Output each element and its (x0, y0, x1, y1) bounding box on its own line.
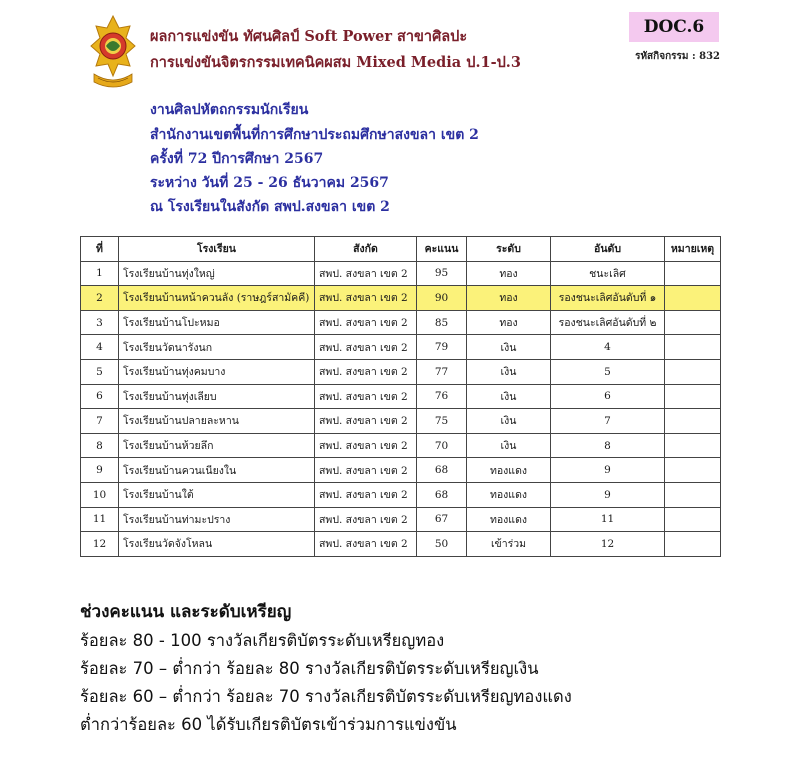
cell-no: 7 (81, 409, 119, 434)
cell-remark (665, 458, 721, 483)
cell-no: 2 (81, 286, 119, 311)
doc-badge: DOC.6 (629, 12, 719, 42)
cell-level: เงิน (467, 433, 551, 458)
cell-level: เงิน (467, 384, 551, 409)
cell-affiliation: สพป. สงขลา เขต 2 (315, 507, 417, 532)
table-row (81, 458, 721, 483)
title-line-2: การแข่งขันจิตรกรรมเทคนิคผสม Mixed Media ป.1-ป.3 (150, 54, 521, 71)
cell-no: 8 (81, 433, 119, 458)
cell-no: 3 (81, 310, 119, 335)
cell-remark (665, 433, 721, 458)
cell-remark (665, 335, 721, 360)
cell-rank: 8 (551, 433, 665, 458)
cell-affiliation: สพป. สงขลา เขต 2 (315, 384, 417, 409)
cell-rank: รองชนะเลิศอันดับที่ ๒ (551, 310, 665, 335)
table-header-row (81, 237, 721, 262)
cell-remark (665, 359, 721, 384)
header-rank: อันดับ (551, 237, 665, 262)
table-row (81, 335, 721, 360)
cell-rank: 4 (551, 335, 665, 360)
cell-score: 67 (417, 507, 467, 532)
legend-title: ช่วงคะแนน และระดับเหรียญ (80, 602, 292, 622)
cell-score: 75 (417, 409, 467, 434)
cell-level: ทอง (467, 261, 551, 286)
header-affiliation: สังกัด (315, 237, 417, 262)
event-line-1: งานศิลปหัตถกรรมนักเรียน (150, 102, 309, 118)
cell-level: เงิน (467, 359, 551, 384)
header-level: ระดับ (467, 237, 551, 262)
cell-school: โรงเรียนบ้านท่ามะปราง (119, 507, 315, 532)
cell-rank: 12 (551, 532, 665, 557)
cell-no: 1 (81, 261, 119, 286)
legend-line-2: ร้อยละ 70 – ต่ำกว่า ร้อยละ 80 รางวัลเกียรติบัตรระดับเหรียญเงิน (80, 659, 539, 678)
event-line-3: ครั้งที่ 72 ปีการศึกษา 2567 (150, 151, 324, 167)
cell-school: โรงเรียนบ้านทุ่งใหญ่ (119, 261, 315, 286)
title-line-1: ผลการแข่งขัน ทัศนศิลป์ Soft Power สาขาศิลปะ (150, 28, 468, 45)
cell-score: 76 (417, 384, 467, 409)
cell-affiliation: สพป. สงขลา เขต 2 (315, 335, 417, 360)
cell-rank: 5 (551, 359, 665, 384)
activity-code: รหัสกิจกรรม : 832 (635, 51, 720, 62)
cell-rank: 9 (551, 482, 665, 507)
cell-score: 77 (417, 359, 467, 384)
cell-no: 9 (81, 458, 119, 483)
cell-level: เงิน (467, 409, 551, 434)
cell-affiliation: สพป. สงขลา เขต 2 (315, 482, 417, 507)
cell-school: โรงเรียนบ้านควนเนียงใน (119, 458, 315, 483)
table-row (81, 384, 721, 409)
cell-remark (665, 409, 721, 434)
cell-school: โรงเรียนบ้านทุ่งเลียบ (119, 384, 315, 409)
cell-level: ทอง (467, 310, 551, 335)
cell-remark (665, 261, 721, 286)
cell-score: 50 (417, 532, 467, 557)
cell-remark (665, 384, 721, 409)
cell-rank: 9 (551, 458, 665, 483)
cell-school: โรงเรียนบ้านโปะหมอ (119, 310, 315, 335)
header-school: โรงเรียน (119, 237, 315, 262)
cell-level: ทองแดง (467, 507, 551, 532)
table-row (81, 532, 721, 557)
cell-score: 85 (417, 310, 467, 335)
cell-affiliation: สพป. สงขลา เขต 2 (315, 409, 417, 434)
cell-affiliation: สพป. สงขลา เขต 2 (315, 359, 417, 384)
cell-remark (665, 532, 721, 557)
cell-score: 90 (417, 286, 467, 311)
cell-no: 12 (81, 532, 119, 557)
cell-remark (665, 310, 721, 335)
results-table (80, 236, 721, 557)
cell-school: โรงเรียนวัดจังโหลน (119, 532, 315, 557)
cell-no: 6 (81, 384, 119, 409)
cell-rank: 11 (551, 507, 665, 532)
cell-level: เข้าร่วม (467, 532, 551, 557)
cell-remark (665, 507, 721, 532)
header-score: คะแนน (417, 237, 467, 262)
legend-line-3: ร้อยละ 60 – ต่ำกว่า ร้อยละ 70 รางวัลเกียรติบัตรระดับเหรียญทองแดง (80, 687, 572, 706)
table-row (81, 409, 721, 434)
cell-no: 5 (81, 359, 119, 384)
event-line-4: ระหว่าง วันที่ 25 - 26 ธันวาคม 2567 (150, 175, 389, 191)
table-row (81, 359, 721, 384)
legend-line-1: ร้อยละ 80 - 100 รางวัลเกียรติบัตรระดับเหรียญทอง (80, 631, 445, 650)
cell-school: โรงเรียนวัดนารังนก (119, 335, 315, 360)
cell-no: 4 (81, 335, 119, 360)
cell-no: 11 (81, 507, 119, 532)
table-row (81, 286, 721, 311)
event-line-2: สำนักงานเขตพื้นที่การศึกษาประถมศึกษาสงขลา เขต 2 (150, 127, 479, 143)
cell-score: 70 (417, 433, 467, 458)
cell-rank: ชนะเลิศ (551, 261, 665, 286)
cell-rank: 7 (551, 409, 665, 434)
table-row (81, 507, 721, 532)
cell-score: 68 (417, 458, 467, 483)
table-row (81, 433, 721, 458)
table-row (81, 482, 721, 507)
cell-remark (665, 286, 721, 311)
cell-level: ทอง (467, 286, 551, 311)
cell-affiliation: สพป. สงขลา เขต 2 (315, 286, 417, 311)
cell-rank: 6 (551, 384, 665, 409)
cell-score: 68 (417, 482, 467, 507)
cell-school: โรงเรียนบ้านห้วยลึก (119, 433, 315, 458)
cell-level: ทองแดง (467, 482, 551, 507)
cell-affiliation: สพป. สงขลา เขต 2 (315, 310, 417, 335)
cell-school: โรงเรียนบ้านใต้ (119, 482, 315, 507)
header-remark: หมายเหตุ (665, 237, 721, 262)
cell-school: โรงเรียนบ้านหน้าควนลัง (ราษฎร์สามัคคี) (119, 286, 315, 311)
cell-remark (665, 482, 721, 507)
cell-affiliation: สพป. สงขลา เขต 2 (315, 458, 417, 483)
cell-no: 10 (81, 482, 119, 507)
cell-score: 95 (417, 261, 467, 286)
cell-rank: รองชนะเลิศอันดับที่ ๑ (551, 286, 665, 311)
cell-school: โรงเรียนบ้านทุ่งคมบาง (119, 359, 315, 384)
cell-school: โรงเรียนบ้านปลายละหาน (119, 409, 315, 434)
table-row (81, 261, 721, 286)
cell-affiliation: สพป. สงขลา เขต 2 (315, 433, 417, 458)
cell-score: 79 (417, 335, 467, 360)
header-no: ที่ (81, 237, 119, 262)
legend-line-4: ต่ำกว่าร้อยละ 60 ได้รับเกียรติบัตรเข้าร่วมการแข่งขัน (80, 715, 457, 734)
cell-affiliation: สพป. สงขลา เขต 2 (315, 532, 417, 557)
table-row (81, 310, 721, 335)
cell-level: ทองแดง (467, 458, 551, 483)
event-line-5: ณ โรงเรียนในสังกัด สพป.สงขลา เขต 2 (150, 199, 390, 215)
cell-affiliation: สพป. สงขลา เขต 2 (315, 261, 417, 286)
cell-level: เงิน (467, 335, 551, 360)
school-emblem-icon (88, 14, 138, 94)
